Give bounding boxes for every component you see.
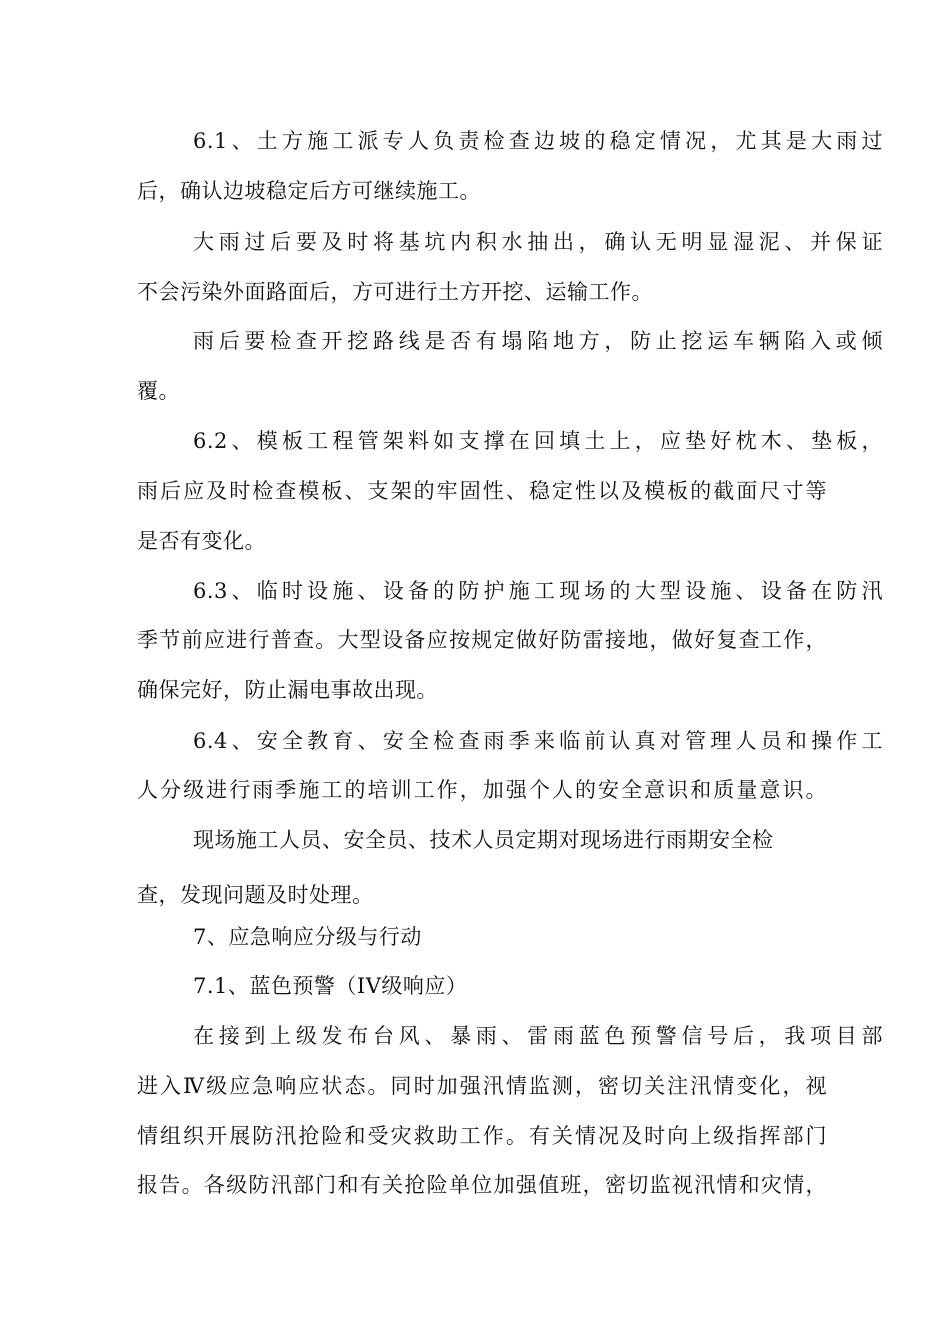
paragraph-route-check-line-2: 覆。 (137, 379, 180, 403)
paragraph-6-1-line-2: 后，确认边坡稳定后方可继续施工。 (137, 179, 481, 203)
paragraph-blue-warning-line-1: 在接到上级发布台风、暴雨、雷雨蓝色预警信号后，我项目部 (193, 1024, 883, 1048)
paragraph-6-4-line-1: 6.4、安全教育、安全检查雨季来临前认真对管理人员和操作工 (193, 729, 883, 753)
paragraph-6-3-line-2: 季节前应进行普查。大型设备应按规定做好防雷接地，做好复查工作， (137, 628, 827, 652)
paragraph-rain-drain-line-1: 大雨过后要及时将基坑内积水抽出，确认无明显湿泥、并保证 (193, 230, 883, 254)
paragraph-staff-check-line-2: 查，发现问题及时处理。 (137, 883, 374, 907)
paragraph-6-3-line-3: 确保完好，防止漏电事故出现。 (137, 678, 438, 702)
paragraph-route-check-line-1: 雨后要检查开挖路线是否有塌陷地方，防止挖运车辆陷入或倾 (193, 329, 883, 353)
paragraph-6-4-line-2: 人分级进行雨季施工的培训工作，加强个人的安全意识和质量意识。 (137, 778, 827, 802)
paragraph-blue-warning-line-4: 报告。各级防汛部门和有关抢险单位加强值班，密切监视汛情和灾情， (137, 1173, 827, 1197)
paragraph-6-2-line-1: 6.2、模板工程管架料如支撑在回填土上，应垫好枕木、垫板， (193, 429, 883, 453)
paragraph-staff-check-line-1: 现场施工人员、安全员、技术人员定期对现场进行雨期安全检 (193, 828, 774, 852)
paragraph-6-2-line-3: 是否有变化。 (137, 529, 266, 553)
paragraph-6-2-line-2: 雨后应及时检查模板、支架的牢固性、稳定性以及模板的截面尺寸等 (137, 479, 827, 503)
paragraph-6-1-line-1: 6.1、土方施工派专人负责检查边坡的稳定情况，尤其是大雨过 (193, 129, 883, 153)
paragraph-rain-drain-line-2: 不会污染外面路面后，方可进行土方开挖、运输工作。 (137, 280, 653, 304)
section-7-1-heading: 7.1、蓝色预警（IV级响应） (193, 974, 468, 998)
paragraph-6-3-line-1: 6.3、临时设施、设备的防护施工现场的大型设施、设备在防汛 (193, 579, 883, 603)
section-7-heading: 7、应急响应分级与行动 (193, 925, 422, 949)
paragraph-blue-warning-line-3: 情组织开展防汛抢险和受灾救助工作。有关情况及时向上级指挥部门 (137, 1124, 827, 1148)
paragraph-blue-warning-line-2: 进入Ⅳ级应急响应状态。同时加强汛情监测，密切关注汛情变化，视 (137, 1074, 827, 1098)
